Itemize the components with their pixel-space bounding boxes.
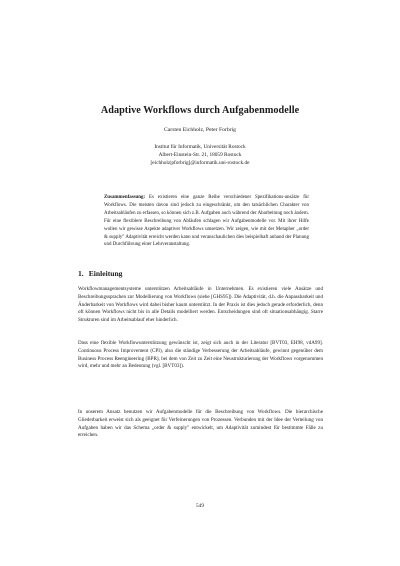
section-number: 1. [78, 269, 84, 278]
body-paragraph-3: In unserem Ansatz benutzen wir Aufgabenmodelle für die Beschreibung von Workflows. Die hierarchische Gliederbarkeit erweist sich als geeignet für Verfeinerungen von Prozessen. Verbunden mit der Idee der Verteilung von Aufgaben haben wir das Schema „order & supply" entwickelt, um Adaptivität zumindest für bestimmte Fälle zu erreichen. [78, 409, 323, 439]
body-paragraph-1: Workflowmanagementsysteme unterstützen Arbeitsabläufe in Unternehmen. Es existieren viele Ansätze und Beschreibungssprachen zur Modellierung von Workflows (siehe [GHS95]). Die Adaptivität, d.h. die Anpassbarkeit und Änderbarkeit von Workflows wird dabei bisher kaum unterstützt. In der Praxis ist dies jedoch gerade erforderlich, denn oft können Workflows nicht bis in alle Details modelliert werden. Entscheidungen sind oft situationsabhängig. Starre Strukturen sind im Arbeitsablauf eher hinderlich. [78, 286, 323, 323]
author-affiliation [0, 143, 400, 167]
abstract-text: Es existieren eine ganze Reihe verschiedener Spezifikations-ansätze für Workflows. Die meisten davon sind jedoch zu eingeschränkt, um den tatsächlichen Charakter von Arbeitsabläufen zu erfassen, so können sich z.B. Aufgaben auch während der Abarbeitung noch ändern. Für eine flexiblere Beschreibung von Abläufen schlagen wir Aufgabenmodelle vor. Mit ihrer Hilfe wollen wir gewisse Aspekte adaptiver Workflows umsetzen. Wir zeigen, wie mit der Metapher „order & supply" Adaptivität erreicht werden kann und veranschaulichen dies beispielhaft anhand der Planung und Durchführung einer Lehrveranstaltung. [104, 195, 309, 248]
section-heading [78, 269, 122, 278]
abstract [104, 194, 309, 249]
paper-title: Adaptive Workflows durch Aufgabenmodelle [100, 105, 300, 116]
abstract-label: Zusammenfassung: [104, 195, 146, 200]
affiliation-email: [eichholz|pforbrig]@informatik.uni-rostock.de [150, 160, 250, 167]
section-title: Einleitung [88, 269, 123, 278]
body-paragraph-2: Dass eine flexible Workflowunterstützung gewünscht ist, zeigt sich auch in der Literatur [BVT03, EH98, vdA99]. Continuous Process Improvement (CPI), also die ständige Verbesserung der Arbeitsabläufe, gewinnt gegenüber dem Business Process Reengineering (BPR), bei dem von Zeit zu Zeit eine Neustrukturierung der Workflows vorgenommen wird, mehr und mehr an Bedeutung (vgl. [BVT03]). [78, 340, 323, 370]
paper-authors: Carsten Eichholz, Peter Forbrig [163, 127, 237, 133]
affiliation-address: Albert-Einstein-Str. 21, 18059 Rostock [158, 152, 242, 159]
page-number: 549 [196, 503, 204, 509]
affiliation-institute: Institut für Informatik, Universität Rostock [154, 144, 246, 150]
